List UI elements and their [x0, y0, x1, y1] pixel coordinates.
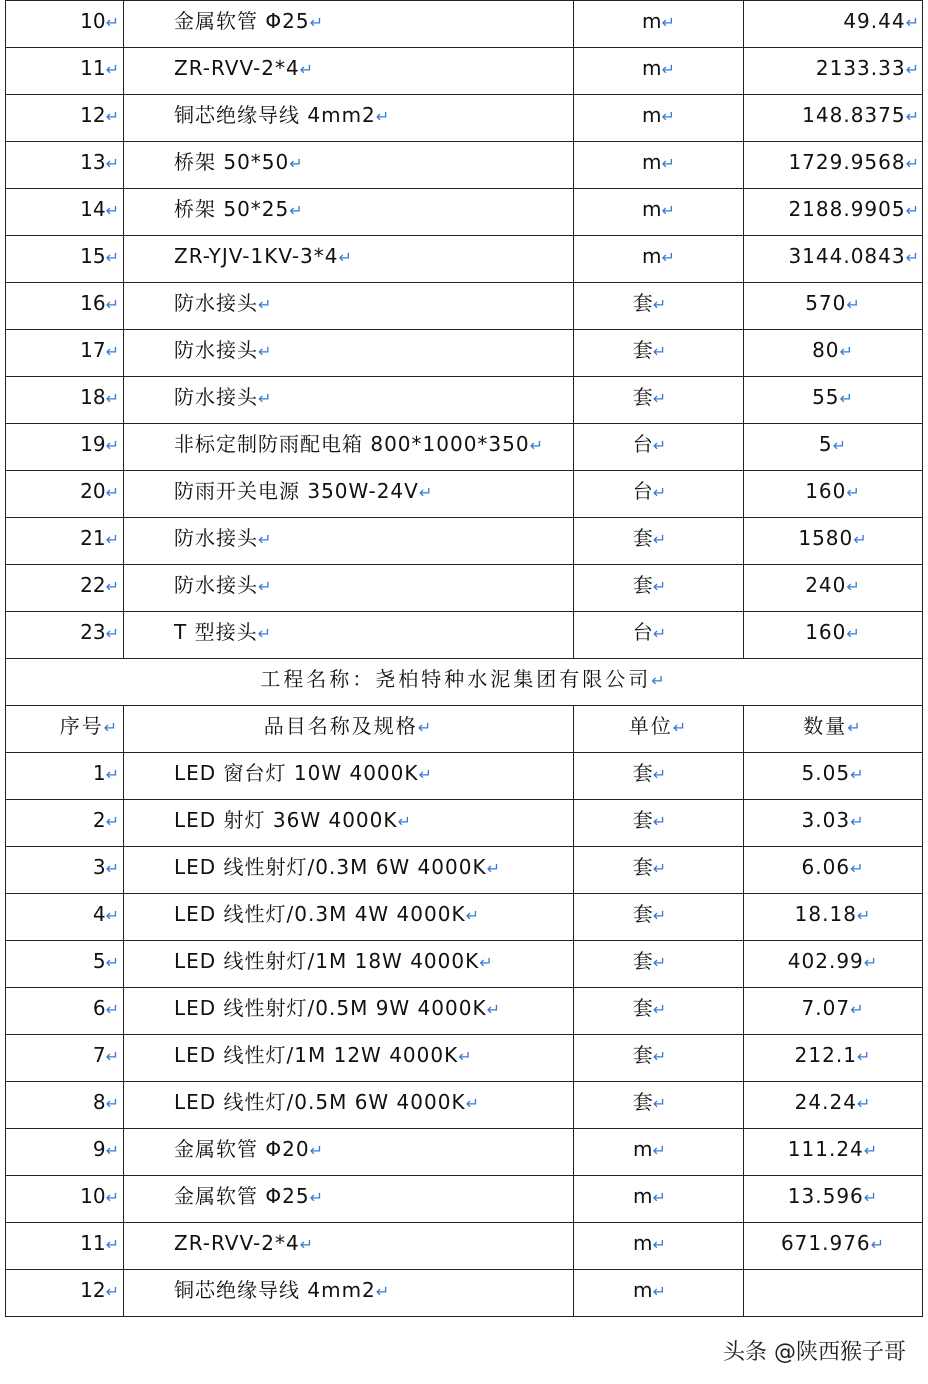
cell-name: 防水接头↵ [124, 283, 574, 330]
cell-unit: 台↵ [574, 612, 744, 659]
cell-no: 2↵ [6, 800, 124, 847]
cell-qty: 6.06↵ [744, 847, 923, 894]
cell-qty: 2188.9905↵ [744, 189, 923, 236]
cell-name: LED 线性灯/1M 12W 4000K↵ [124, 1035, 574, 1082]
cell-name: 金属软管 Φ25↵ [124, 1176, 574, 1223]
table-row [6, 612, 923, 659]
cell-name: LED 线性射灯/1M 18W 4000K↵ [124, 941, 574, 988]
cell-unit: 套↵ [574, 753, 744, 800]
cell-name: LED 窗台灯 10W 4000K↵ [124, 753, 574, 800]
cell-qty: 13.596↵ [744, 1176, 923, 1223]
cell-unit: 套↵ [574, 847, 744, 894]
cell-name: 防水接头↵ [124, 565, 574, 612]
cell-qty: 7.07↵ [744, 988, 923, 1035]
cell-unit: 套↵ [574, 283, 744, 330]
cell-unit: 套↵ [574, 330, 744, 377]
cell-name: 非标定制防雨配电箱 800*1000*350↵ [124, 424, 574, 471]
table-row [6, 1129, 923, 1176]
table-row [6, 95, 923, 142]
cell-unit: 套↵ [574, 941, 744, 988]
table-row [6, 330, 923, 377]
header-unit: 单位↵ [574, 706, 744, 753]
table-row [6, 1, 923, 48]
cell-qty: 18.18↵ [744, 894, 923, 941]
table-row [6, 894, 923, 941]
cell-qty: 160↵ [744, 471, 923, 518]
table-row [6, 1223, 923, 1270]
table-row [6, 1035, 923, 1082]
cell-qty: 80↵ [744, 330, 923, 377]
cell-no: 21↵ [6, 518, 124, 565]
cell-no: 6↵ [6, 988, 124, 1035]
cell-no: 12↵ [6, 1270, 124, 1317]
header-no: 序号↵ [6, 706, 124, 753]
cell-no: 12↵ [6, 95, 124, 142]
cell-name: LED 线性灯/0.5M 6W 4000K↵ [124, 1082, 574, 1129]
cell-no: 16↵ [6, 283, 124, 330]
watermark-text: 头条 @陕西猴子哥 [723, 1340, 906, 1365]
cell-qty: 1729.9568↵ [744, 142, 923, 189]
cell-unit: 套↵ [574, 565, 744, 612]
cell-no: 13↵ [6, 142, 124, 189]
table-row [6, 518, 923, 565]
cell-no: 3↵ [6, 847, 124, 894]
cell-unit: 台↵ [574, 471, 744, 518]
cell-name: 防水接头↵ [124, 518, 574, 565]
cell-qty: 570↵ [744, 283, 923, 330]
cell-no: 14↵ [6, 189, 124, 236]
cell-unit: m↵ [574, 1223, 744, 1270]
cell-name: ZR-YJV-1KV-3*4↵ [124, 236, 574, 283]
cell-no: 11↵ [6, 48, 124, 95]
cell-qty: 49.44↵ [744, 1, 923, 48]
cell-unit: 套↵ [574, 1082, 744, 1129]
table-row [6, 1270, 923, 1317]
cell-name: ZR-RVV-2*4↵ [124, 48, 574, 95]
cell-name: 防雨开关电源 350W-24V↵ [124, 471, 574, 518]
cell-unit: 套↵ [574, 377, 744, 424]
table-row [6, 189, 923, 236]
cell-unit: 套↵ [574, 894, 744, 941]
cell-name: ZR-RVV-2*4↵ [124, 1223, 574, 1270]
cell-name: T 型接头↵ [124, 612, 574, 659]
cell-qty [744, 1270, 923, 1317]
project-title-row [6, 659, 923, 706]
table-row [6, 471, 923, 518]
cell-unit: m↵ [574, 1176, 744, 1223]
header-qty: 数量↵ [744, 706, 923, 753]
materials-table [5, 0, 923, 1317]
cell-name: LED 线性射灯/0.5M 9W 4000K↵ [124, 988, 574, 1035]
cell-qty: 212.1↵ [744, 1035, 923, 1082]
cell-unit: m↵ [574, 48, 744, 95]
table-row [6, 283, 923, 330]
cell-name: 桥架 50*25↵ [124, 189, 574, 236]
cell-no: 17↵ [6, 330, 124, 377]
cell-unit: 套↵ [574, 518, 744, 565]
cell-no: 1↵ [6, 753, 124, 800]
cell-unit: 套↵ [574, 1035, 744, 1082]
header-row [6, 706, 923, 753]
cell-no: 11↵ [6, 1223, 124, 1270]
cell-name: 防水接头↵ [124, 330, 574, 377]
cell-name: 金属软管 Φ20↵ [124, 1129, 574, 1176]
cell-qty: 5.05↵ [744, 753, 923, 800]
cell-unit: m↵ [574, 236, 744, 283]
cell-no: 5↵ [6, 941, 124, 988]
para-mark: ↵ [105, 13, 119, 32]
cell-name: 金属软管 Φ25↵ [124, 1, 574, 48]
cell-unit: 台↵ [574, 424, 744, 471]
cell-qty: 55↵ [744, 377, 923, 424]
cell-no: 4↵ [6, 894, 124, 941]
watermark [723, 1335, 906, 1366]
cell-unit: m↵ [574, 1270, 744, 1317]
cell-qty: 240↵ [744, 565, 923, 612]
header-name: 品目名称及规格↵ [124, 706, 574, 753]
cell-qty: 671.976↵ [744, 1223, 923, 1270]
cell-no: 10↵ [6, 1176, 124, 1223]
cell-unit: m↵ [574, 1, 744, 48]
project-title: 工程名称：尧柏特种水泥集团有限公司↵ [6, 659, 923, 706]
cell-qty: 24.24↵ [744, 1082, 923, 1129]
cell-no: 10↵ [6, 1, 124, 48]
cell-unit: 套↵ [574, 988, 744, 1035]
cell-qty: 3.03↵ [744, 800, 923, 847]
table-row [6, 847, 923, 894]
cell-qty: 1580↵ [744, 518, 923, 565]
cell-name: 铜芯绝缘导线 4mm2↵ [124, 95, 574, 142]
cell-unit: m↵ [574, 189, 744, 236]
table-row [6, 424, 923, 471]
cell-name: LED 线性灯/0.3M 4W 4000K↵ [124, 894, 574, 941]
cell-no: 23↵ [6, 612, 124, 659]
cell-qty: 5↵ [744, 424, 923, 471]
table-row [6, 377, 923, 424]
table-row [6, 1082, 923, 1129]
cell-unit: 套↵ [574, 800, 744, 847]
cell-no: 19↵ [6, 424, 124, 471]
table-row [6, 941, 923, 988]
cell-no: 8↵ [6, 1082, 124, 1129]
cell-name: LED 线性射灯/0.3M 6W 4000K↵ [124, 847, 574, 894]
table-row [6, 142, 923, 189]
cell-no: 22↵ [6, 565, 124, 612]
table-row [6, 565, 923, 612]
cell-name: 桥架 50*50↵ [124, 142, 574, 189]
cell-name: LED 射灯 36W 4000K↵ [124, 800, 574, 847]
cell-no: 15↵ [6, 236, 124, 283]
cell-name: 铜芯绝缘导线 4mm2↵ [124, 1270, 574, 1317]
cell-unit: m↵ [574, 95, 744, 142]
table-row [6, 988, 923, 1035]
table-row [6, 236, 923, 283]
cell-no: 18↵ [6, 377, 124, 424]
cell-no: 7↵ [6, 1035, 124, 1082]
cell-no: 20↵ [6, 471, 124, 518]
cell-name: 防水接头↵ [124, 377, 574, 424]
table-row [6, 753, 923, 800]
cell-qty: 160↵ [744, 612, 923, 659]
table-row [6, 48, 923, 95]
cell-qty: 3144.0843↵ [744, 236, 923, 283]
cell-qty: 111.24↵ [744, 1129, 923, 1176]
cell-qty: 402.99↵ [744, 941, 923, 988]
cell-qty: 148.8375↵ [744, 95, 923, 142]
cell-no: 9↵ [6, 1129, 124, 1176]
cell-unit: m↵ [574, 1129, 744, 1176]
cell-unit: m↵ [574, 142, 744, 189]
table-row [6, 800, 923, 847]
cell-qty: 2133.33↵ [744, 48, 923, 95]
table-row [6, 1176, 923, 1223]
